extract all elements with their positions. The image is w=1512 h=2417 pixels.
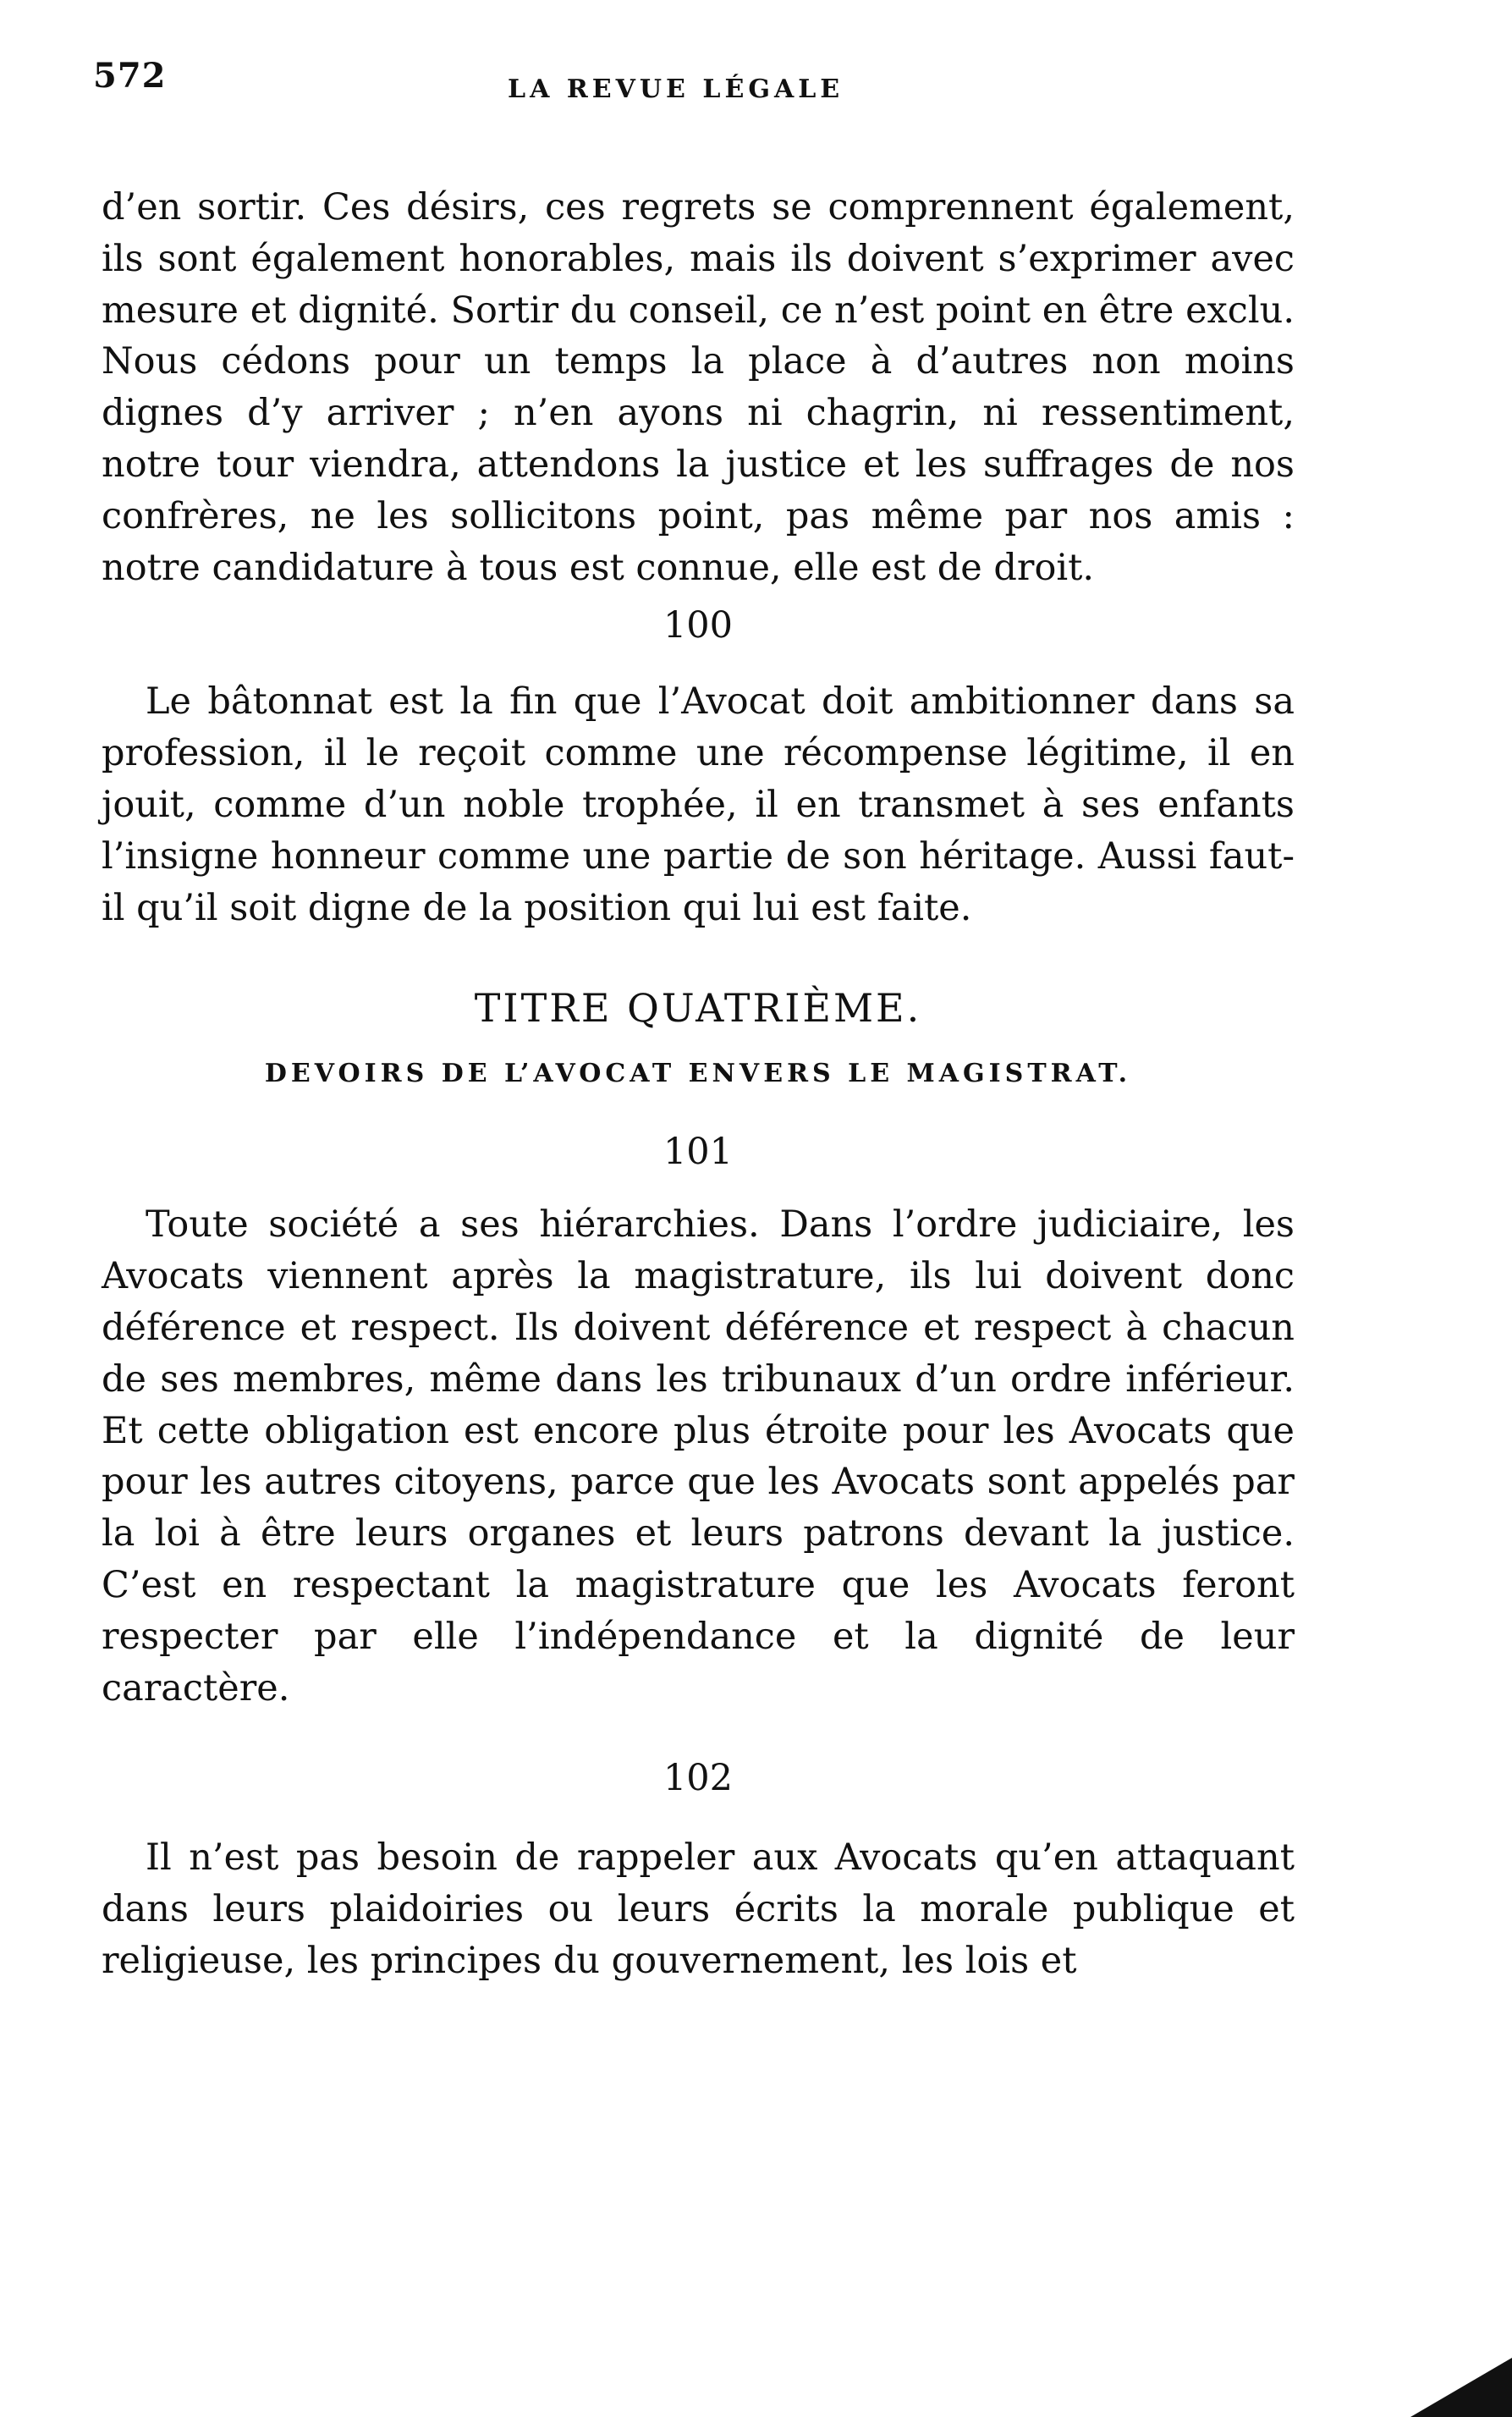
article-100-paragraph: Le bâtonnat est la fin que l’Avocat doit ambitionner dans sa profession, il le reçoit comme une récompense légitime, il en jouit, comme d’un noble trophée, il en transmet à ses enfants l’insigne honneur comme une partie de son héritage. Aussi faut-il qu’il soit digne de la position qui lui est faite.: [102, 680, 1295, 929]
scan-corner-shadow: [1410, 2358, 1512, 2417]
section-title: TITRE QUATRIÈME.: [474, 985, 922, 1032]
article-number-100: 100: [663, 604, 734, 647]
main-text: [102, 182, 1295, 1987]
continuation-paragraph: d’en sortir. Ces désirs, ces regrets se comprennent également, ils sont également honorables, mais ils doivent s’exprimer avec mesure et dignité. Sortir du conseil, ce n’est point en être exclu. Nous cédons pour un temps la place à d’autres non moins dignes d’y arriver ; n’en ayons ni chagrin, ni ressentiment, notre tour viendra, attendons la justice et les suffrages de nos confrères, ne les sollicitons point, pas même par nos amis : notre candidature à tous est connue, elle est de droit.: [102, 186, 1295, 589]
page-number: 572: [93, 56, 167, 96]
article-number-101: 101: [663, 1131, 734, 1174]
running-title: LA REVUE LÉGALE: [508, 74, 844, 104]
article-101-paragraph: Toute société a ses hiérarchies. Dans l’ordre judiciaire, les Avocats viennent après la magistrature, ils lui doivent donc déférence et respect. Ils doivent déférence et respect à chacun de ses membres, même dans les tribunaux d’un ordre inférieur. Et cette obligation est encore plus étroite pour les Avocats que pour les autres citoyens, parce que les Avocats sont appelés par la loi à être leurs organes et leurs patrons devant la justice. C’est en respectant la magistrature que les Avocats feront respecter par elle l’indépendance et la dignité de leur caractère.: [102, 1203, 1295, 1710]
article-number-102: 102: [663, 1757, 734, 1800]
section-subtitle: DEVOIRS DE L’AVOCAT ENVERS LE MAGISTRAT.: [264, 1059, 1132, 1089]
article-102-paragraph: Il n’est pas besoin de rappeler aux Avocats qu’en attaquant dans leurs plaidoiries ou leurs écrits la morale publique et religieuse, les principes du gouvernement, les lois et: [102, 1836, 1295, 1982]
